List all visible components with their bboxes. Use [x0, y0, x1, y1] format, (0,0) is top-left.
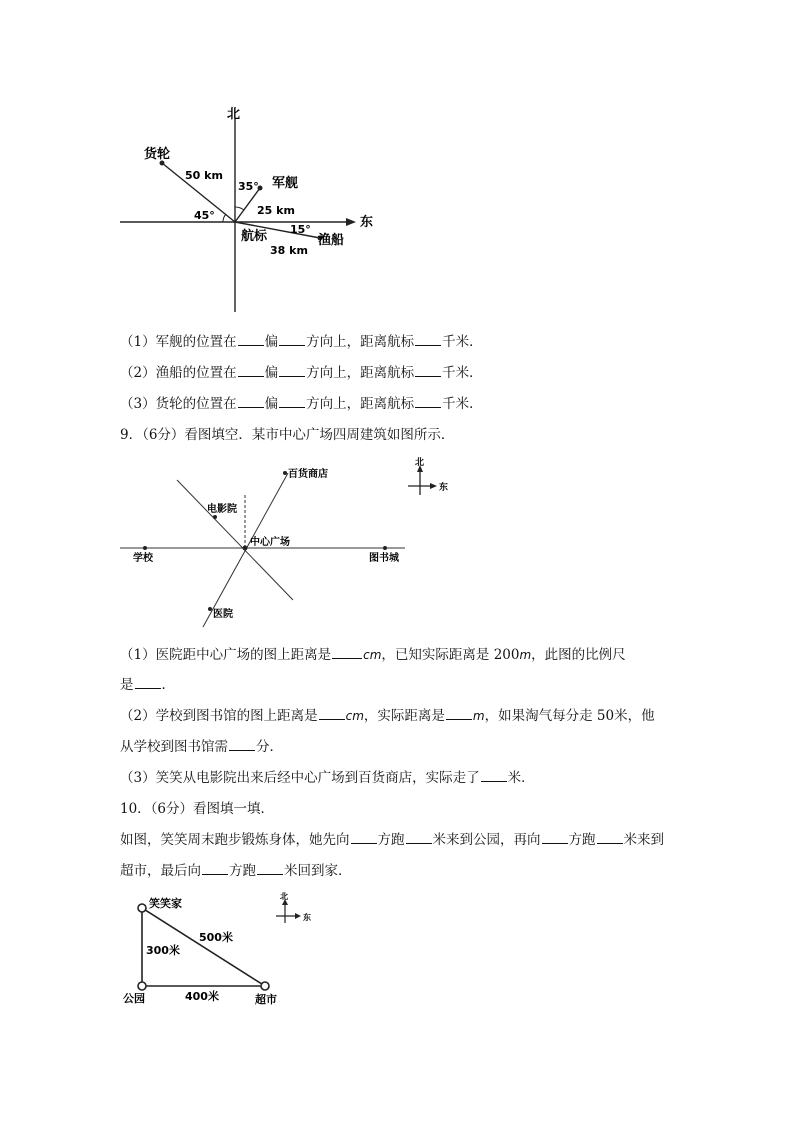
market-label: 超市	[255, 993, 277, 1006]
blank[interactable]	[202, 862, 228, 875]
angle-45-label: 45°	[194, 209, 215, 222]
blank[interactable]	[446, 707, 472, 720]
q9-item-1-cont: 是 ．	[120, 677, 175, 693]
cinema-point	[213, 515, 217, 519]
angle-45-arc	[223, 214, 226, 222]
blank[interactable]	[229, 738, 255, 751]
blank[interactable]	[135, 676, 161, 689]
q9-item-2-cont: 从学校到图书馆需 分．	[120, 739, 283, 755]
q10-title: 10．（6分）看图填一填．	[120, 801, 275, 817]
distance-500: 500米	[199, 931, 233, 944]
park-point	[138, 982, 146, 990]
library-point	[383, 546, 387, 550]
blank[interactable]	[481, 769, 507, 782]
blank[interactable]	[319, 707, 345, 720]
blank[interactable]	[238, 333, 264, 346]
library-label: 图书城	[369, 553, 399, 564]
center-label: 中心广场	[250, 537, 290, 548]
figure-city-square	[115, 455, 475, 635]
blank[interactable]	[332, 646, 362, 659]
q8-item-2: （2）渔船的位置在 偏 方向上，距离航标 千米．	[120, 365, 483, 381]
home-label: 笑笑家	[149, 897, 182, 910]
freighter-distance: 50 km	[185, 169, 223, 182]
compass-east: 东	[439, 483, 449, 493]
warship-label: 军舰	[272, 176, 299, 191]
blank[interactable]	[597, 831, 623, 844]
angle-15-label: 15°	[290, 223, 311, 236]
east-arrow-icon	[346, 218, 356, 226]
angle-35-label: 35°	[238, 180, 259, 193]
store-label: 百货商店	[288, 469, 328, 480]
q9-item-2: （2）学校到图书馆的图上距离是 cm，实际距离是 m，如果淘气每分走 50米，他	[120, 708, 655, 724]
blank[interactable]	[279, 333, 305, 346]
blank[interactable]	[257, 862, 283, 875]
q9-title: 9．（6分）看图填空．某市中心广场四周建筑如图所示．	[120, 427, 455, 443]
compass-north: 北	[415, 458, 425, 468]
east-label: 东	[360, 215, 374, 230]
blank[interactable]	[351, 831, 377, 844]
blank[interactable]	[415, 333, 441, 346]
compass-east: 东	[303, 913, 311, 922]
q10-text-1: 如图，笑笑周末跑步锻炼身体，她先向 方跑 米来到公园，再向 方跑 米来到	[120, 832, 664, 848]
q9-item-1: （1）医院距中心广场的图上距离是 cm，已知实际距离是 200m，此图的比例尺	[120, 647, 626, 663]
freighter-label: 货轮	[144, 147, 171, 162]
figure-running-route	[115, 890, 335, 1015]
q10-text-2: 超市，最后向 方跑 米回到家．	[120, 863, 352, 879]
cinema-label: 电影院	[207, 504, 237, 515]
store-point	[283, 471, 287, 475]
east-arrow-icon	[295, 913, 301, 919]
fishing-boat-label: 渔船	[318, 233, 345, 248]
fishing-boat-distance: 38 km	[270, 244, 308, 257]
blank[interactable]	[415, 364, 441, 377]
north-label: 北	[227, 107, 241, 122]
market-point	[261, 982, 269, 990]
school-point	[143, 546, 147, 550]
distance-400: 400米	[185, 990, 219, 1003]
q8-item-1: （1）军舰的位置在 偏 方向上，距离航标 千米．	[120, 334, 483, 350]
hospital-label: 医院	[213, 609, 233, 620]
blank[interactable]	[542, 831, 568, 844]
blank[interactable]	[279, 364, 305, 377]
east-arrow-icon	[430, 483, 437, 489]
distance-300: 300米	[146, 944, 180, 957]
park-label: 公园	[123, 992, 145, 1005]
blank[interactable]	[238, 395, 264, 408]
angle-35-arc	[235, 207, 244, 210]
compass-north: 北	[280, 892, 288, 901]
q9-item-3: （3）笑笑从电影院出来后经中心广场到百货商店，实际走了 米．	[120, 770, 535, 786]
q8-item-3: （3）货轮的位置在 偏 方向上，距离航标 千米．	[120, 396, 483, 412]
blank[interactable]	[415, 395, 441, 408]
buoy-label: 航标	[241, 229, 268, 244]
school-label: 学校	[133, 553, 153, 564]
figure-ship-positions	[110, 100, 380, 320]
blank[interactable]	[279, 395, 305, 408]
blank[interactable]	[406, 831, 432, 844]
warship-distance: 25 km	[257, 204, 295, 217]
home-point	[138, 904, 146, 912]
blank[interactable]	[238, 364, 264, 377]
center-point	[243, 546, 248, 551]
hospital-point	[208, 607, 212, 611]
